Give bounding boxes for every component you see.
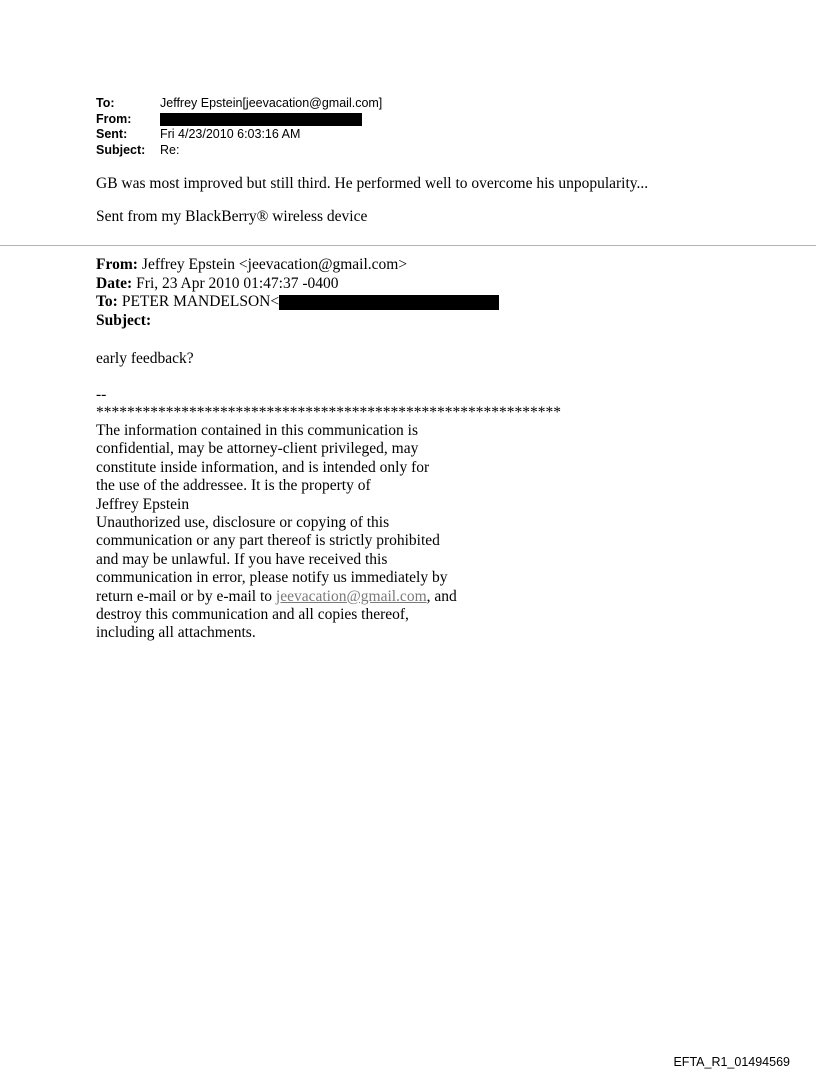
disclaimer-line: confidential, may be attorney-client privileged, may [96, 440, 419, 458]
fwd-from-label: From: [96, 256, 138, 273]
header-from-row [96, 112, 382, 128]
reply-body: GB was most improved but still third. He performed well to overcome his unpopularity... [96, 175, 649, 192]
subject-label: Subject: [96, 142, 146, 157]
disclaimer-line: communication or any part thereof is strictly prohibited [96, 532, 440, 550]
email-header [96, 96, 382, 158]
fwd-subject-label: Subject: [96, 311, 152, 329]
document-id: EFTA_R1_01494569 [673, 1055, 790, 1069]
fwd-from-row [96, 256, 499, 275]
fwd-from-value: Jeffrey Epstein <jeevacation@gmail.com> [141, 256, 408, 273]
message-divider [0, 245, 816, 246]
subject-value: Re: [160, 142, 180, 157]
fwd-date-label: Date: [96, 274, 133, 292]
fwd-to-label: To: [96, 293, 118, 310]
disclaimer-text: return e-mail or by e-mail to [96, 587, 276, 605]
fwd-date-value: Fri, 23 Apr 2010 01:47:37 -0400 [136, 274, 339, 292]
header-to-row [96, 96, 382, 112]
disclaimer-line-with-link [96, 588, 496, 606]
disclaimer-line: the use of the addressee. It is the property of [96, 477, 371, 495]
disclaimer-line: destroy this communication and all copies thereof, [96, 606, 409, 624]
to-label: To: [96, 96, 115, 110]
disclaimer-line: communication in error, please notify us immediately by [96, 569, 448, 587]
sent-value: Fri 4/23/2010 6:03:16 AM [160, 127, 301, 141]
redaction-bar [279, 295, 499, 310]
fwd-to-value: PETER MANDELSON< [121, 293, 280, 310]
disclaimer-line: constitute inside information, and is intended only for [96, 458, 430, 476]
forwarded-header [96, 256, 499, 330]
redaction-bar [160, 113, 362, 126]
signature-dash: -- [96, 386, 107, 403]
fwd-to-row [96, 293, 499, 312]
from-label: From: [96, 111, 132, 126]
disclaimer-line: Unauthorized use, disclosure or copying of this [96, 514, 390, 532]
confidentiality-disclaimer [96, 422, 496, 643]
email-link[interactable]: jeevacation@gmail.com [275, 587, 427, 605]
disclaimer-text: , and [426, 587, 457, 605]
asterisk-separator: ************************************************************ [96, 404, 561, 421]
disclaimer-line: The information contained in this communication is [96, 422, 418, 439]
disclaimer-line: Jeffrey Epstein [96, 495, 190, 513]
fwd-subject-row [96, 312, 499, 331]
sent-label: Sent: [96, 127, 128, 141]
disclaimer-line: and may be unlawful. If you have received this [96, 550, 388, 568]
disclaimer-line: including all attachments. [96, 624, 256, 642]
header-subject-row [96, 143, 382, 159]
forwarded-body: early feedback? [96, 350, 194, 367]
reply-signature: Sent from my BlackBerry® wireless device [96, 208, 368, 225]
fwd-date-row [96, 275, 499, 294]
header-sent-row [96, 127, 382, 143]
to-value: Jeffrey Epstein[jeevacation@gmail.com] [160, 96, 383, 110]
